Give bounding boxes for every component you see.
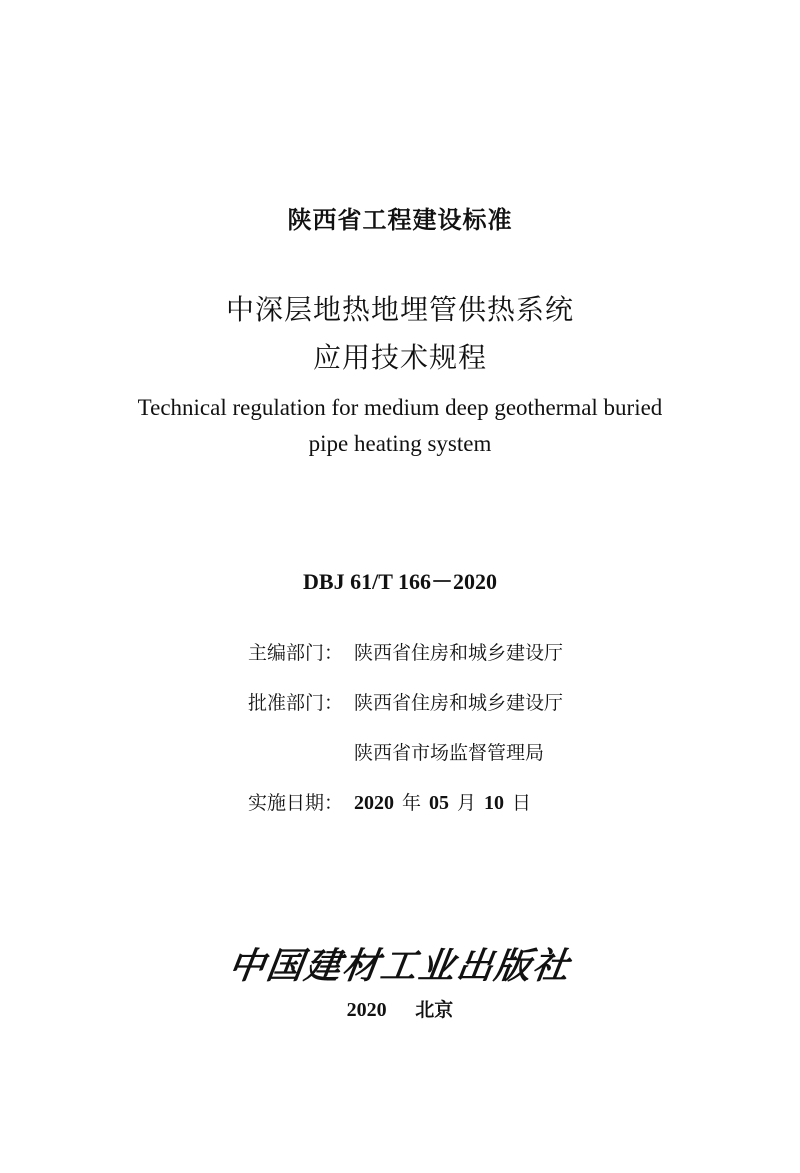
title-cn-line-2: 应用技术规程 xyxy=(312,341,487,374)
date-day: 10 xyxy=(484,792,505,814)
approver-row xyxy=(248,688,563,715)
standard-series: 陕西省工程建设标准 xyxy=(287,206,513,234)
title-en-line-2: pipe heating system xyxy=(308,431,492,456)
publication-year: 2020 xyxy=(346,999,387,1021)
publication-city: 北京 xyxy=(415,999,454,1021)
approver-row-2 xyxy=(248,738,544,765)
date-value xyxy=(354,788,539,815)
date-year-unit: 年 xyxy=(402,792,422,814)
approver-value-1: 陕西省住房和城乡建设厅 xyxy=(354,692,564,714)
date-year: 2020 xyxy=(354,792,394,814)
date-month-unit: 月 xyxy=(457,792,477,814)
date-label: 实施日期： xyxy=(248,792,344,814)
publication-line xyxy=(0,995,800,1022)
editor-label: 主编部门： xyxy=(248,642,344,664)
date-day-unit: 日 xyxy=(512,792,532,814)
publisher-name: 中国建材工业出版社 xyxy=(225,945,574,987)
editor-row xyxy=(248,638,563,665)
date-month: 05 xyxy=(429,792,450,814)
title-cn-line-1: 中深层地热地埋管供热系统 xyxy=(225,293,574,326)
title-en-line-1: Technical regulation for medium deep geothermal buried xyxy=(137,395,663,420)
approver-label: 批准部门： xyxy=(248,692,344,714)
date-row xyxy=(248,788,539,815)
approver-value-2: 陕西省市场监督管理局 xyxy=(354,742,545,764)
standard-code: DBJ 61/T 166－2020 xyxy=(303,569,497,594)
editor-value: 陕西省住房和城乡建设厅 xyxy=(354,642,564,664)
